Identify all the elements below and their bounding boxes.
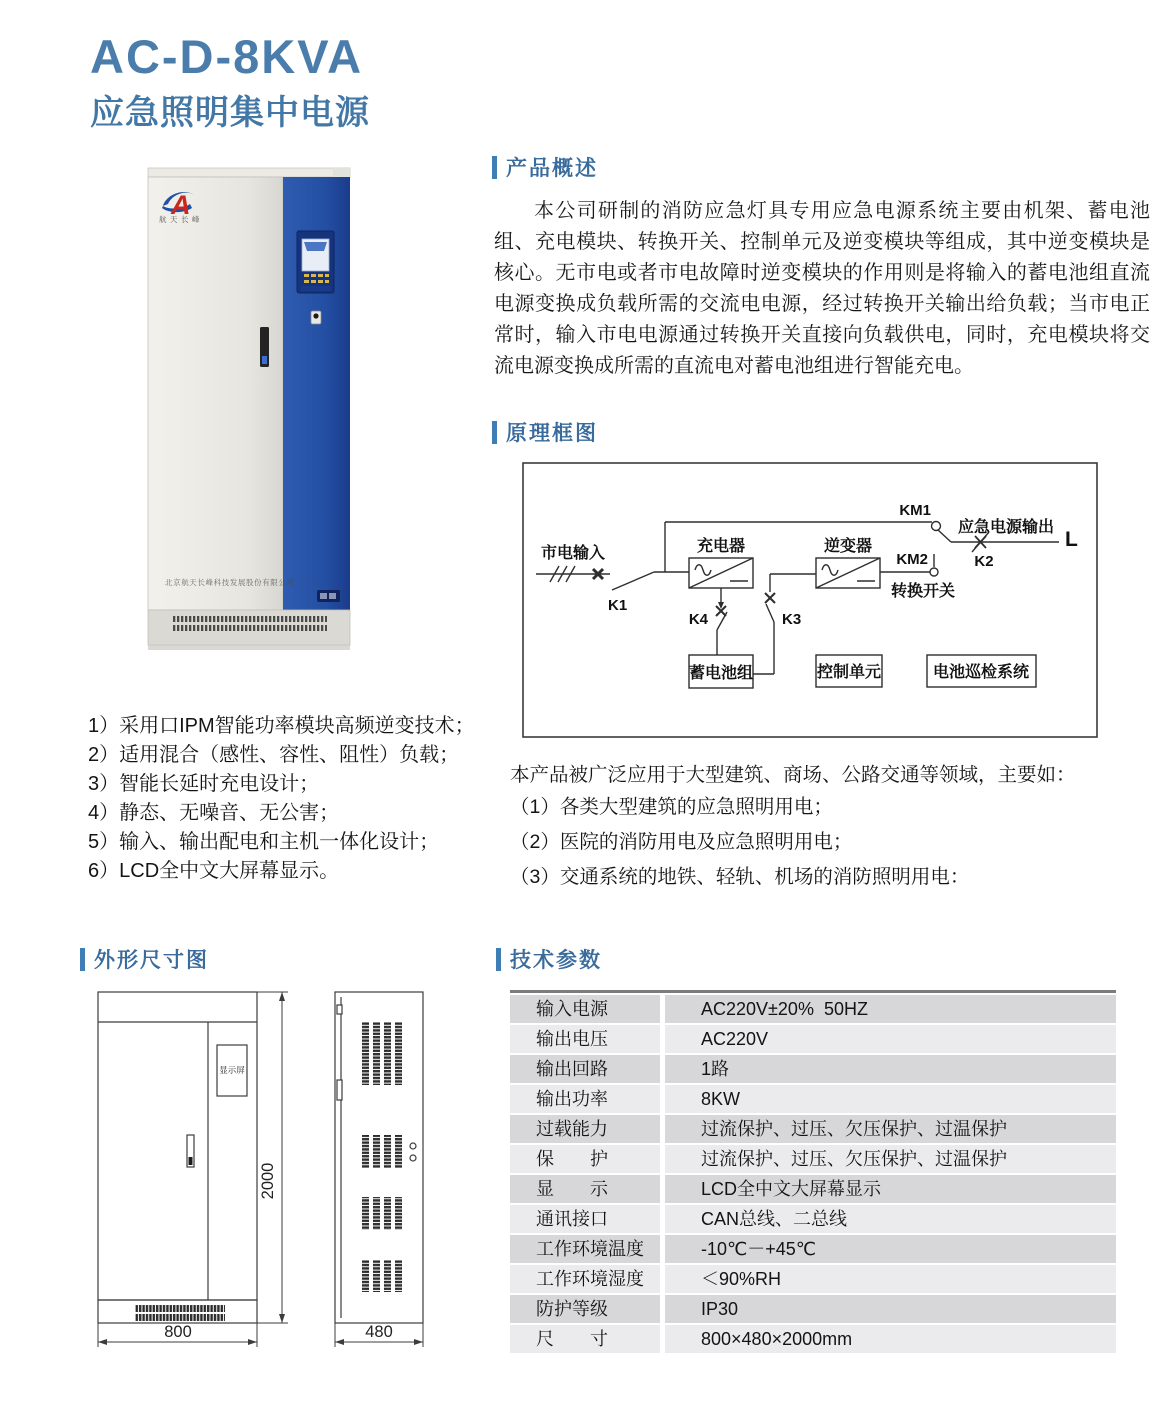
section-dimensions-heading [80,944,209,974]
dimension-drawing [88,985,478,1363]
cabinet-white-door [148,177,283,610]
spec-label: 显 示 [510,1175,660,1203]
battery-label: 蓄电池组 [688,665,754,682]
door-handle [260,327,269,367]
table-row [510,1145,1116,1173]
list-item: （1）各类大型建筑的应急照明用电； [510,796,833,818]
spec-label: 工作环境湿度 [510,1265,660,1293]
emergency-output-label: 应急电源输出 [957,519,1055,536]
list-item: 5）输入、输出配电和主机一体化设计； [88,831,440,853]
list-item: 3）智能长延时充电设计； [88,773,320,795]
cabinet-shadow [148,645,350,650]
battery-monitor-label: 电池巡检系统 [932,664,1030,681]
section-title: 技术参数 [510,949,602,972]
principle-diagram [522,462,1098,738]
spec-label: 工作环境温度 [510,1235,660,1263]
inverter-box [816,558,880,588]
product-photo [133,160,379,660]
control-unit-label: 控制单元 [816,664,882,681]
spec-value: -10℃－+45℃ [665,1235,1116,1263]
spec-value: AC220V±20% 50HZ [665,995,1116,1023]
table-row [510,995,1116,1023]
width-dimension [98,1323,257,1347]
km1-label: KM1 [899,502,931,519]
k1-label: K1 [608,597,628,614]
lcd-display-panel [297,231,334,293]
section-specs-heading [496,944,602,974]
front-view [98,992,257,1323]
spec-value: 过流保护、过压、欠压保护、过温保护 [665,1145,1116,1173]
applications-block [510,760,1155,895]
list-item: 4）静态、无噪音、无公害； [88,802,340,824]
spec-label: 防护等级 [510,1295,660,1323]
section-title: 原理框图 [506,422,598,445]
heading-bar [492,156,497,179]
spec-label: 输出回路 [510,1055,660,1083]
spec-label: 输入电源 [510,995,660,1023]
product-subtitle: 应急照明集中电源 [90,94,370,133]
product-model: AC-D-8KVA [90,30,364,83]
k3-label: K3 [782,611,802,628]
spec-label: 通讯接口 [510,1205,660,1233]
display-screen-label: 显示屏 [219,1065,245,1075]
spec-label: 尺 寸 [510,1325,660,1353]
dim-width-label: 800 [164,1323,192,1341]
section-principle-heading [492,417,598,447]
features-list [88,712,475,886]
table-row [510,1085,1116,1113]
table-row [510,1325,1116,1353]
km2-label: KM2 [896,551,928,568]
spec-value: IP30 [665,1295,1116,1323]
cabinet-top-strip [148,168,350,177]
spec-table [510,990,1116,1355]
spec-value: 800×480×2000mm [665,1325,1116,1353]
list-item: （2）医院的消防用电及应急照明用电； [510,831,853,853]
cabinet-top-label [333,168,350,177]
section-title: 外形尺寸图 [94,949,209,972]
spec-value: AC220V [665,1025,1116,1053]
transfer-switch-label: 转换开关 [891,583,956,600]
overview-paragraph: 本公司研制的消防应急灯具专用应急电源系统主要由机架、蓄电池组、充电模块、转换开关、控制单元及逆变模块等组成，其中逆变模块是核心。无市电或者市电故障时逆变模块的作用则是将输入的蓄电池组直流电源变换成负载所需的交流电电源，经过转换开关输出给负载；当市电正常时，输入市电电源通过转换开关直接向负载供电，同时，充电模块将交流电源变换成所需的直流电对蓄电池组进行智能充电。 [494,200,1150,377]
spec-value: 过流保护、过压、欠压保护、过温保护 [665,1115,1116,1143]
applications-intro: 本产品被广泛应用于大型建筑、商场、公路交通等领域，主要如： [510,764,1076,786]
depth-dimension [335,1323,423,1347]
list-item: （3）交通系统的地铁、轻轨、机场的消防照明用电： [510,866,970,888]
table-row [510,1055,1116,1083]
dim-depth-label: 480 [365,1323,393,1341]
spec-value: LCD全中文大屏幕显示 [665,1175,1116,1203]
spec-label: 过载能力 [510,1115,660,1143]
list-item: 1）采用口IPM智能功率模块高频逆变技术； [88,715,475,737]
spec-label: 保 护 [510,1145,660,1173]
charger-box [689,558,753,588]
table-row [510,1235,1116,1263]
svg-text:A: A [171,190,191,220]
title-block [90,32,370,134]
brand-logo-text: 航天长峰 [159,215,203,224]
inverter-label: 逆变器 [823,538,873,555]
table-row [510,1205,1116,1233]
spec-value: 8KW [665,1085,1116,1113]
heading-bar [496,948,501,971]
mains-input-label: 市电输入 [541,545,606,562]
height-dimension [257,992,288,1323]
heading-bar [80,948,85,971]
serial-label [317,590,340,602]
panel-lock [311,311,321,324]
table-row [510,1115,1116,1143]
spec-value: ＜90%RH [665,1265,1116,1293]
base-vent-row [172,625,327,631]
spec-label: 输出电压 [510,1025,660,1053]
list-item: 2）适用混合（感性、容性、阻性）负载； [88,744,460,766]
heading-bar [492,421,497,444]
charger-label: 充电器 [696,538,746,555]
table-row [510,1175,1116,1203]
table-row [510,1295,1116,1323]
spec-value: 1路 [665,1055,1116,1083]
table-row [510,1265,1116,1293]
list-item: 6）LCD全中文大屏幕显示。 [88,860,340,882]
side-vents [362,1022,402,1292]
side-view [335,992,423,1323]
section-overview-heading [492,152,598,182]
k4-label: K4 [688,611,708,628]
k2-label: K2 [974,553,994,570]
company-name-line: 北京航天长峰科技发展股份有限公司 [165,578,295,587]
dim-height-label: 2000 [259,1162,277,1200]
line-l-label: L [1065,528,1078,551]
table-row [510,1025,1116,1053]
base-vent-row [172,616,327,622]
section-title: 产品概述 [506,157,598,180]
spec-value: CAN总线、二总线 [665,1205,1116,1233]
spec-label: 输出功率 [510,1085,660,1113]
